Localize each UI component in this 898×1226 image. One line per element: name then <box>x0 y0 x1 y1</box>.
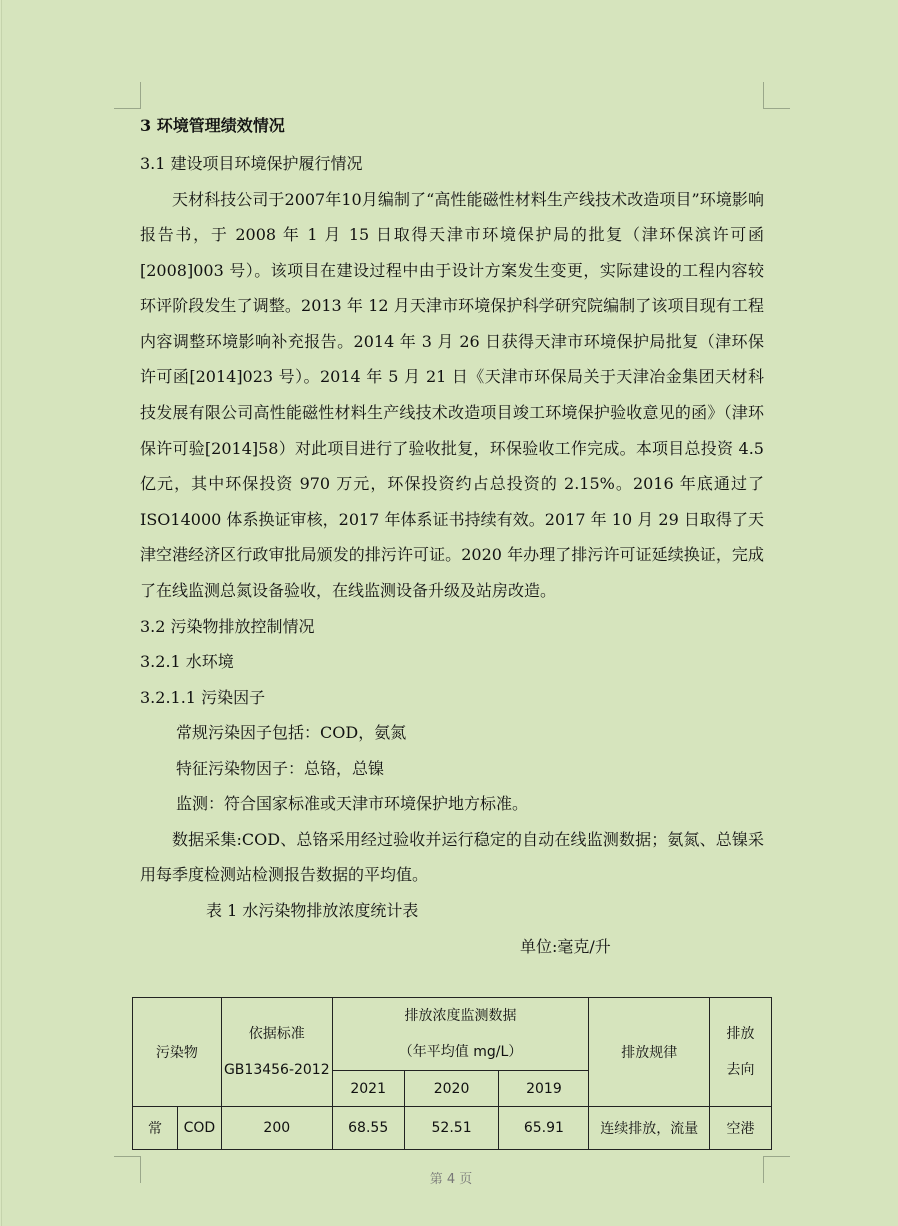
page-body <box>140 110 764 965</box>
subsection-3-2: 3.2 污染物排放控制情况 <box>140 616 315 636</box>
page-number: 第 4 页 <box>429 1172 473 1187</box>
header-year-2019: 2019 <box>499 1071 589 1107</box>
header-rule: 排放规律 <box>589 998 710 1107</box>
water-pollutant-table <box>132 997 772 1150</box>
row-standard: 200 <box>221 1107 332 1150</box>
header-year-2020: 2020 <box>404 1071 499 1107</box>
row-value-2019: 65.91 <box>499 1107 589 1150</box>
row-rule: 连续排放，流量 <box>589 1107 710 1150</box>
subsection-3-1: 3.1 建设项目环境保护履行情况 <box>140 154 363 173</box>
regular-pollutants-item: 常规污染因子包括：COD，氨氮 <box>176 723 407 743</box>
document-page <box>1 0 898 1226</box>
header-concentration-unit: （年平均值 mg/L） <box>398 1044 523 1060</box>
row-category: 常 <box>133 1107 178 1150</box>
row-pollutant-name: COD <box>177 1107 221 1150</box>
table-row <box>133 1107 772 1150</box>
header-pollutant: 污染物 <box>133 998 222 1107</box>
header-standard-code: GB13456-2012 <box>223 1062 330 1078</box>
main-paragraph: 天材科技公司于2007年10月编制了“高性能磁性材料生产线技术改造项目”环境影响报告书，于 2008 年 1 月 15 日取得天津市环境保护局的批复（津环保滨许可函[2008]003 号）。该项目在建设过程中由于设计方案发生变更，实际建设的工程内容较环评阶段发生了调整。2013 年 12 月天津市环境保护科学研究院编制了该项目现有工程内容调整环境影响补充报告。2014 年 3 月 26 日获得天津市环境保护局批复（津环保许可函[2014]023 号）。2014 年 5 月 21 日《天津市环保局关于天津冶金集团天材科技发展有限公司高性能磁性材料生产线技术改造项目竣工环境保护验收意见的函》（津环保许可验[2014]58）对此项目进行了验收批复，环保验收工作完成。本项目总投资 4.5 亿元，其中环保投资 970 万元，环保投资约占总投资的 2.15%。2016 年底通过了 ISO14000 体系换证审核，2017 年体系证书持续有效。2017 年 10 月 29 日取得了天津空港经济区行政审批局颁发的排污许可证。2020 年办理了排污许可证延续换证，完成了在线监测总氮设备验收，在线监测设备升级及站房改造。 <box>140 189 764 601</box>
data-collection-item: 数据采集:COD、总铬采用经过验收并运行稳定的自动在线监测数据；氨氮、总镍采用每季度检测站检测报告数据的平均值。 <box>140 829 764 885</box>
header-standard <box>221 998 332 1107</box>
margin-mark-top-left <box>114 82 141 109</box>
header-destination-line2: 去向 <box>726 1062 755 1078</box>
header-destination <box>710 998 772 1107</box>
table-caption: 表 1 水污染物排放浓度统计表 <box>206 900 419 920</box>
subsection-3-2-1: 3.2.1 水环境 <box>140 652 234 672</box>
table-unit: 单位:毫克/升 <box>520 936 611 956</box>
header-concentration-title: 排放浓度监测数据 <box>404 1008 517 1024</box>
row-value-2020: 52.51 <box>404 1107 499 1150</box>
monitoring-item: 监测：符合国家标准或天津市环境保护地方标准。 <box>176 794 529 814</box>
table-header-row <box>133 998 772 1071</box>
row-destination: 空港 <box>710 1107 772 1150</box>
row-value-2021: 68.55 <box>332 1107 404 1150</box>
section-heading: 3 环境管理绩效情况 <box>140 116 285 135</box>
feature-pollutants-item: 特征污染物因子：总铬，总镍 <box>176 758 385 778</box>
subsection-3-2-1-1: 3.2.1.1 污染因子 <box>140 687 266 707</box>
header-destination-line1: 排放 <box>726 1026 755 1042</box>
margin-mark-top-right <box>763 82 790 109</box>
header-concentration <box>332 998 589 1071</box>
header-standard-label: 依据标准 <box>248 1026 305 1042</box>
header-year-2021: 2021 <box>332 1071 404 1107</box>
